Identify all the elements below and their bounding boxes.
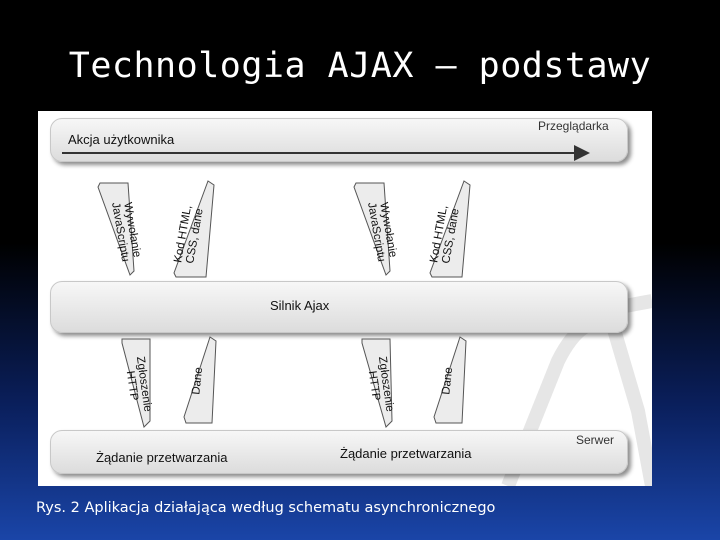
data-label-1: Dane [190, 366, 206, 396]
user-action-label: Akcja użytkownika [68, 132, 175, 147]
figure-caption: Rys. 2 Aplikacja działająca według schematu asynchronicznego [36, 500, 496, 516]
html-code-label-2: Kod HTML, CSS, dane [428, 204, 462, 265]
slide-title: Technologia AJAX – podstawy [68, 46, 652, 86]
browser-label: Przeglądarka [538, 119, 609, 133]
http-request-label-1: Zgłoszenie HTTP [123, 355, 154, 413]
server-label: Serwer [576, 433, 615, 447]
ajax-diagram [38, 111, 652, 486]
processing-request-label-2: Żądanie przetwarzania [340, 446, 472, 461]
ajax-engine-label: Silnik Ajax [270, 298, 330, 313]
processing-request-label-1: Żądanie przetwarzania [96, 450, 228, 465]
js-call-label-1: Wywołanie JavaScriptu [109, 201, 143, 263]
data-label-2: Dane [440, 366, 456, 396]
http-request-label-2: Zgłoszenie HTTP [365, 355, 396, 413]
js-call-label-2: Wywołanie JavaScriptu [365, 201, 399, 263]
arrows-layer [38, 111, 652, 486]
html-code-label-1: Kod HTML, CSS, dane [172, 204, 206, 265]
